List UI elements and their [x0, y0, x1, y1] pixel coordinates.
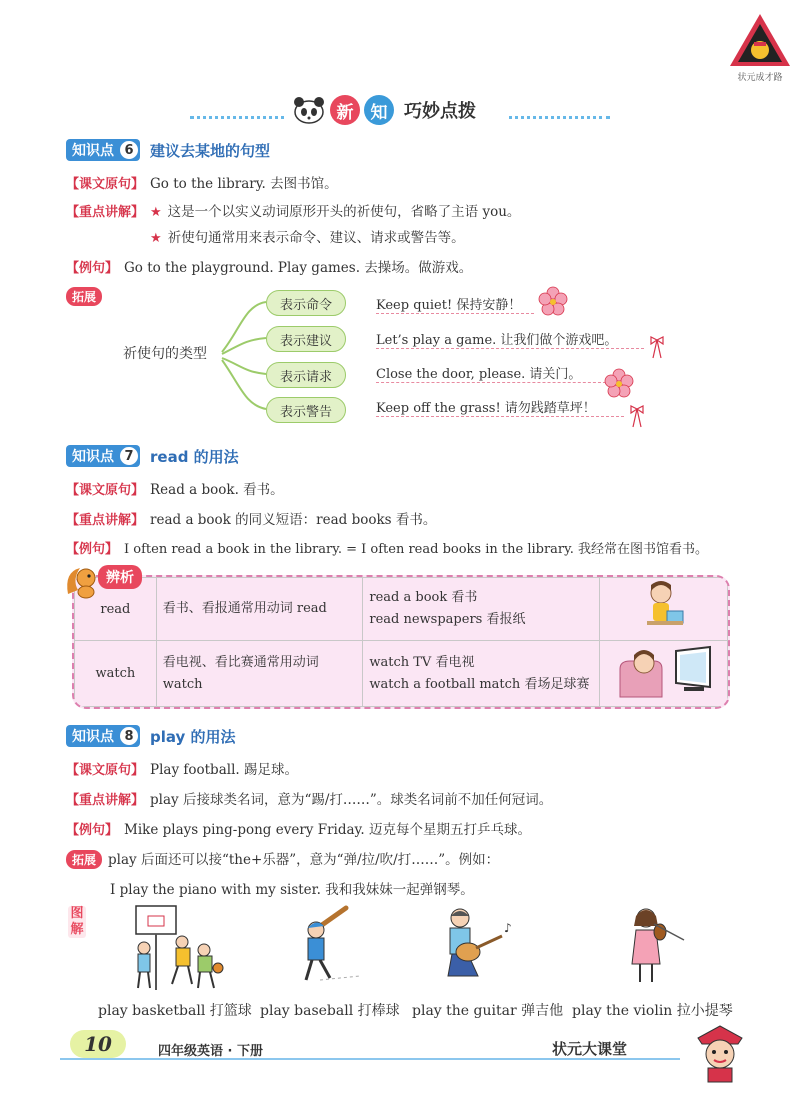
example-label: 【例句】 [66, 542, 119, 557]
ribbon-icon [628, 405, 646, 429]
brand-name: 状元大课堂 [552, 1040, 628, 1058]
example-label: 【例句】 [66, 823, 119, 838]
example-cell [363, 578, 600, 641]
kewen-text: Play football. 踢足球。 [150, 762, 298, 778]
mindmap-node-suggestion: 表示建议 [266, 326, 346, 352]
caption-baseball: play baseball 打棒球 [260, 1003, 400, 1019]
caption-violin: play the violin 拉小提琴 [572, 1003, 733, 1019]
kp7-title: read 的用法 [150, 447, 239, 466]
girl-watching-tv-illustration [614, 643, 714, 701]
kp7-heading [66, 444, 239, 468]
kp8-tag-label: 知识点 [72, 729, 114, 745]
kewen-text: Go to the library. 去图书馆。 [150, 176, 338, 192]
tuozhan-label: 拓展 [66, 850, 102, 869]
kp8-tag [66, 725, 140, 747]
jiexi-table [72, 575, 730, 709]
example-text: I often read a book in the library. = I often read books in the library. 我经常在图书馆看书。 [124, 542, 709, 557]
example-line: read a book 看书 [369, 590, 478, 606]
logo-text: 状元成才路 [737, 73, 783, 83]
tuozhan-label: 拓展 [66, 287, 102, 306]
kp7-zhongdian [66, 508, 436, 528]
kp8-title: play 的用法 [150, 727, 236, 746]
kp6-number: 6 [118, 139, 140, 161]
flower-icon [604, 368, 634, 398]
kp8-number: 8 [118, 725, 140, 747]
mascot-icon [688, 1024, 752, 1084]
tuozhan-text: play 后面还可以接“the+乐器”，意为“弹/拉/吹/打……”。例如： [108, 852, 500, 868]
star-icon: ★ [150, 205, 162, 220]
mindmap-text-request: Close the door, please. 请关门。 [376, 363, 606, 383]
example-text: Mike plays ping-pong every Friday. 迈克每个星期五打乒乓球。 [124, 822, 531, 838]
kp8-tuozhan [66, 848, 499, 869]
example-line: watch TV 看电视 [369, 654, 475, 670]
kewen-label: 【课文原句】 [66, 483, 145, 498]
kp8-heading [66, 724, 236, 748]
usage-cell: 看书、看报通常用动词 read [156, 578, 363, 641]
banner-char-new: 新 [330, 95, 360, 125]
mindmap-node-request: 表示请求 [266, 362, 346, 388]
kp7-tag-label: 知识点 [72, 449, 114, 465]
caption-guitar: play the guitar 弹吉他 [412, 1003, 564, 1019]
basketball-illustration [120, 902, 230, 992]
zhongdian-label: 【重点讲解】 [66, 205, 145, 220]
kewen-label: 【课文原句】 [66, 763, 145, 778]
ribbon-icon [648, 336, 666, 360]
kp7-tag [66, 445, 140, 467]
kewen-text: Read a book. 看书。 [150, 482, 284, 498]
mindmap-node-warning: 表示警告 [266, 397, 346, 423]
kp7-kewen [66, 478, 284, 498]
mindmap-node-command: 表示命令 [266, 290, 346, 316]
flower-icon [538, 286, 568, 316]
kp7-example [66, 538, 708, 557]
kp7-number: 7 [118, 445, 140, 467]
kp8-example [66, 818, 531, 838]
example-cell [363, 641, 600, 707]
point-text-1: 这是一个以实义动词原形开头的祈使句，省略了主语 you。 [167, 204, 521, 220]
example-text: Go to the playground. Play games. 去操场。做游戏。 [124, 260, 473, 276]
baseball-illustration [290, 904, 370, 986]
mindmap-text-command: Keep quiet! 保持安静！ [376, 294, 534, 314]
zhongdian-label: 【重点讲解】 [66, 513, 145, 528]
table-row [75, 641, 728, 707]
table-row [75, 578, 728, 641]
kp8-kewen [66, 758, 298, 778]
kewen-label: 【课文原句】 [66, 177, 145, 192]
mindmap-center: 祈使句的类型 [123, 346, 207, 362]
girl-reading-illustration [629, 579, 699, 635]
svg-text:♪: ♪ [504, 921, 512, 935]
kp6-tag-label: 知识点 [72, 143, 114, 159]
example-label: 【例句】 [66, 261, 119, 276]
squirrel-icon [64, 560, 100, 600]
caption-basketball: play basketball 打篮球 [98, 1003, 252, 1019]
page-number: 10 [70, 1030, 126, 1058]
point-text: read a book 的同义短语：read books 看书。 [150, 512, 437, 528]
point-text: play 后接球类名词，意为“踢/打……”。球类名词前不加任何冠词。 [150, 792, 553, 808]
kp8-tuozhan-example [110, 878, 474, 898]
example-line: read newspapers 看报纸 [369, 612, 526, 628]
zhongdian-label: 【重点讲解】 [66, 793, 145, 808]
jiexi-badge: 辨析 [98, 565, 142, 589]
illustration-cell [600, 578, 728, 641]
illustration-cell [600, 641, 728, 707]
violin-illustration [620, 904, 690, 986]
mindmap-text-suggestion: Let’s play a game. 让我们做个游戏吧。 [376, 329, 644, 349]
usage-cell: 看电视、看比赛通常用动词 watch [156, 641, 363, 707]
kp6-title: 建议去某地的句型 [150, 141, 271, 160]
kp8-zhongdian [66, 788, 552, 808]
star-icon: ★ [150, 231, 162, 246]
book-title: 四年级英语 · 下册 [158, 1044, 263, 1059]
guitar-illustration [438, 904, 528, 986]
word-cell: watch [75, 641, 157, 707]
word-cell: read [75, 578, 157, 641]
mindmap-text-warning: Keep off the grass! 请勿践踏草坪！ [376, 397, 624, 417]
example-line: watch a football match 看场足球赛 [369, 676, 590, 692]
tuozhan-example-text: I play the piano with my sister. 我和我妹妹一起弹钢琴。 [110, 882, 474, 898]
tujie-badge: 图解 [68, 906, 86, 938]
banner-title: 巧妙点拨 [404, 101, 476, 122]
point-text-2: 祈使句通常用来表示命令、建议、请求或警告等。 [167, 230, 465, 246]
banner-char-knowledge: 知 [364, 95, 394, 125]
